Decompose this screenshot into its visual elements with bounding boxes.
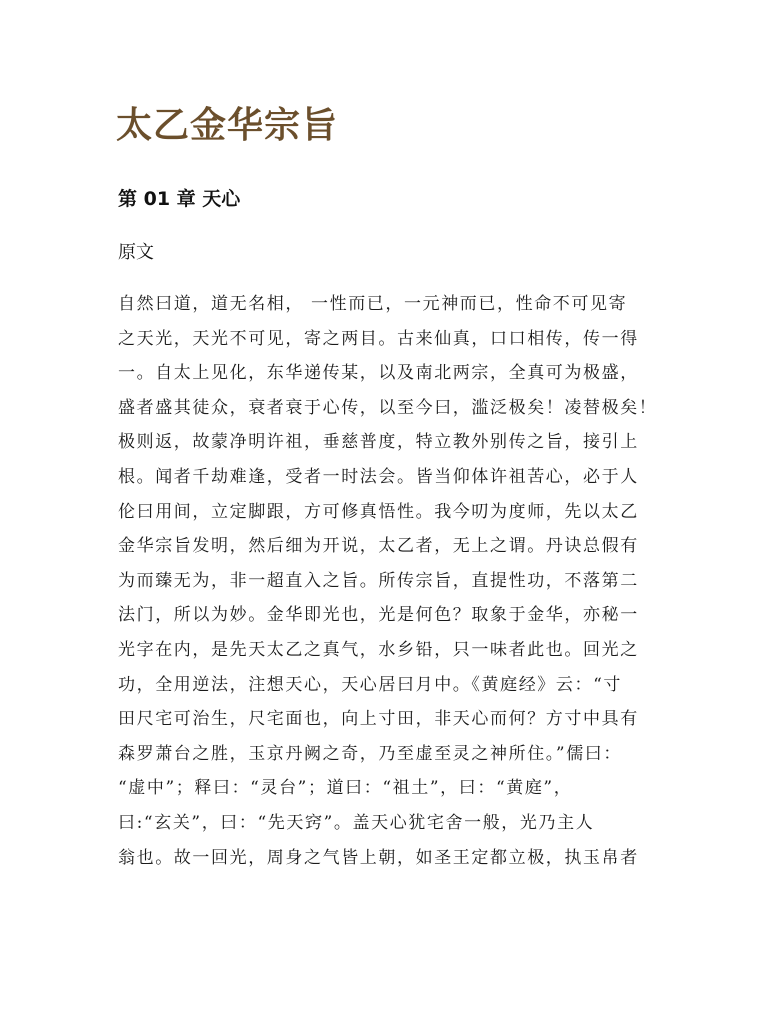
body-line: 伦曰用间，立定脚跟，方可修真悟性。我今叨为度师，先以太乙 [118,501,639,522]
body-text [118,287,663,875]
body-line: 之天光，天光不可见，寄之两目。古来仙真，口口相传，传一得 [118,328,639,349]
body-line: 为而臻无为，非一超直入之旨。所传宗旨，直提性功，不落第二 [118,570,639,591]
body-line: 法门，所以为妙。金华即光也，光是何色？取象于金华，亦秘一 [118,605,639,626]
body-line: 曰:“玄关”，曰：“先天窍”。盖天心犹宅舍一般，光乃主人 [118,812,595,833]
body-line: 功，全用逆法，注想天心，天心居曰月中。《黄庭经》云：“寸 [118,674,622,695]
book-title: 太乙金华宗旨 [116,105,339,146]
body-line: 光字在内，是先天太乙之真气，水乡铅，只一味者此也。回光之 [118,639,639,660]
body-line: 一。自太上见化，东华递传某，以及南北两宗，全真可为极盛， [118,363,639,384]
body-line: 翁也。故一回光，周身之气皆上朝，如圣王定都立极，执玉帛者 [118,847,639,868]
body-line: 极则返，故蒙净明许祖，垂慈普度，特立教外别传之旨，接引上 [118,432,639,453]
chapter-title: 第 01 章 天心 [118,188,241,210]
body-line: 金华宗旨发明，然后细为开说，太乙者，无上之谓。丹诀总假有 [118,536,639,557]
body-line: “虚中”；释曰：“灵台”；道曰：“祖土”，曰：“黄庭”， [118,778,573,799]
body-line: 田尺宅可治生，尺宅面也，向上寸田，非天心而何？方寸中具有 [118,709,639,730]
body-line: 森罗萧台之胜，玉京丹阙之奇，乃至虚至灵之神所住。”儒曰： [118,743,622,764]
body-line: 根。闻者千劫难逢，受者一时法会。皆当仰体许祖苦心，必于人 [118,466,639,487]
body-line: 盛者盛其徒众，衰者衰于心传，以至今曰，滥泛极矣！凌替极矣！ [118,397,658,418]
body-line: 自然曰道，道无名相， 一性而已，一元神而已，性命不可见寄 [118,294,628,314]
section-title: 原文 [118,242,154,263]
